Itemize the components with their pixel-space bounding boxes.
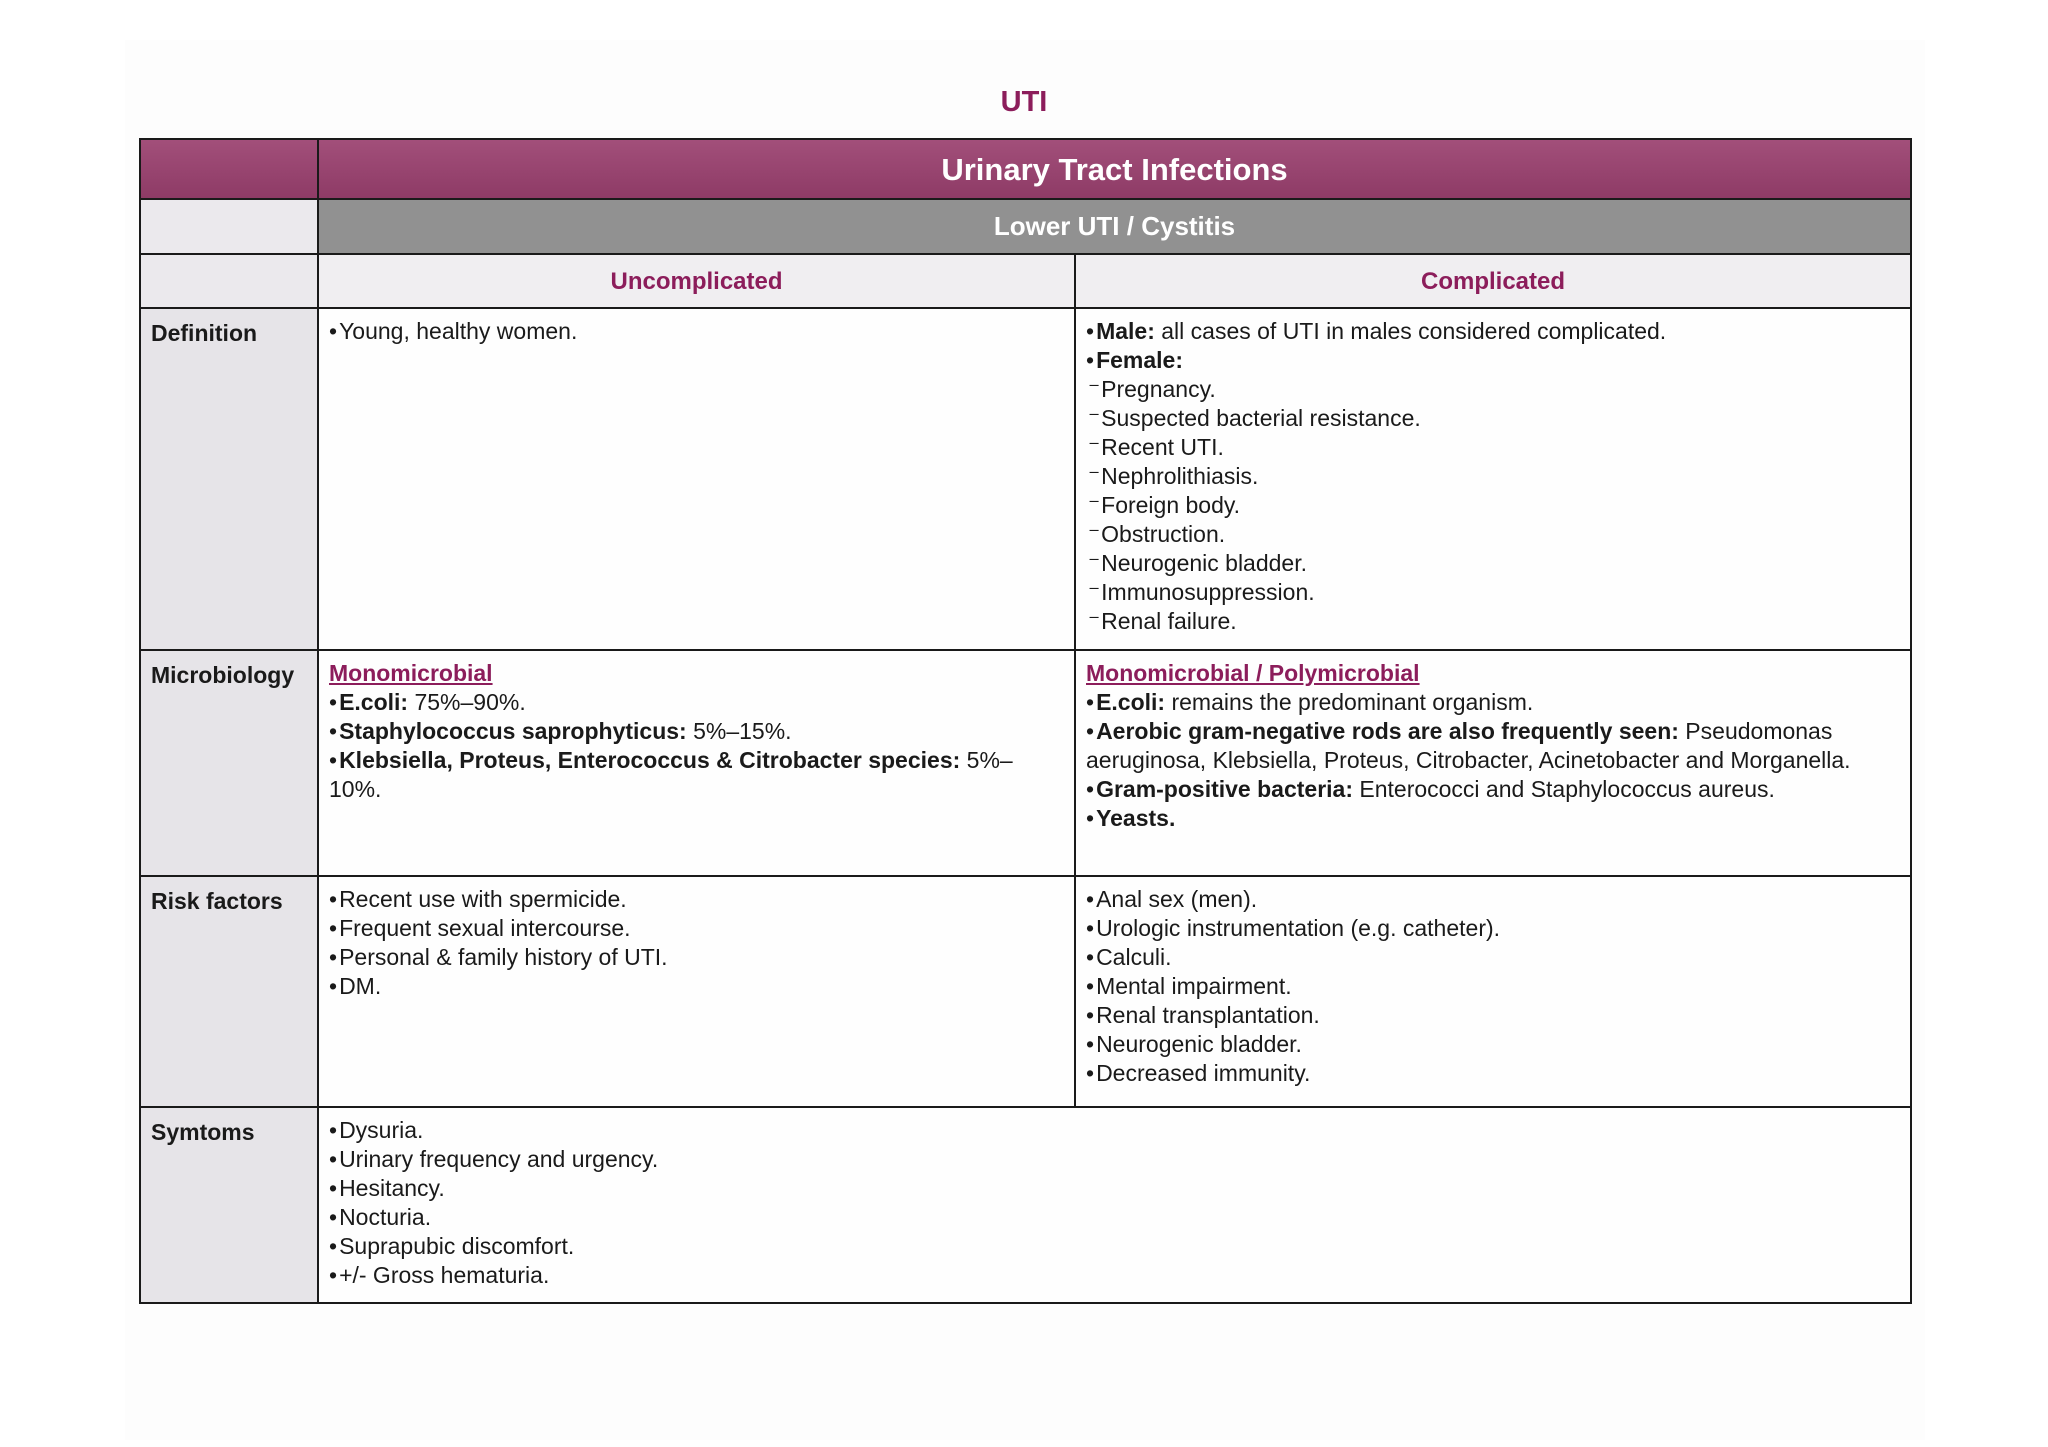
risk-factors-uncomplicated-cell — [318, 876, 1075, 1107]
risk-factors-row — [140, 876, 1911, 1107]
list-item: •Nocturia. — [329, 1204, 432, 1230]
list-item: •Personal & family history of UTI. — [329, 944, 668, 970]
list-item: •Suprapubic discomfort. — [329, 1233, 575, 1259]
list-item: •Young, healthy women. — [329, 318, 578, 344]
column-header-corner — [140, 254, 318, 308]
list-item: •Dysuria. — [329, 1117, 424, 1143]
main-header-row — [140, 139, 1911, 199]
list-item: •Klebsiella, Proteus, Enterococcus & Citrobacter species: 5%–10%. — [329, 747, 1013, 802]
list-item: •E.coli: 75%–90%. — [329, 689, 526, 715]
row-label-symptoms: Symtoms — [140, 1107, 318, 1303]
list-item: •Hesitancy. — [329, 1175, 445, 1201]
sub-list-item: ⁻Renal failure. — [1088, 608, 1237, 634]
sub-list-item: ⁻Suspected bacterial resistance. — [1088, 405, 1421, 431]
uti-table — [139, 138, 1912, 1304]
definition-complicated-cell — [1075, 308, 1911, 650]
sub-list-item: ⁻Neurogenic bladder. — [1088, 550, 1308, 576]
column-header-complicated: Complicated — [1075, 254, 1911, 308]
sub-header-corner — [140, 199, 318, 254]
sub-header: Lower UTI / Cystitis — [318, 199, 1911, 254]
microbiology-row — [140, 650, 1911, 876]
sub-list-item: ⁻Nephrolithiasis. — [1088, 463, 1259, 489]
symptoms-cell — [318, 1107, 1911, 1303]
row-label-microbiology: Microbiology — [140, 650, 318, 876]
document-title: UTI — [1000, 86, 1048, 118]
list-item: •Mental impairment. — [1086, 973, 1292, 999]
risk-factors-complicated-cell — [1075, 876, 1911, 1107]
definition-uncomplicated-cell — [318, 308, 1075, 650]
list-item: •E.coli: remains the predominant organism. — [1086, 689, 1534, 715]
list-item: •Neurogenic bladder. — [1086, 1031, 1302, 1057]
list-item: •Urinary frequency and urgency. — [329, 1146, 659, 1172]
symptoms-row — [140, 1107, 1911, 1303]
microbiology-complicated-cell — [1075, 650, 1911, 876]
list-item: •Urologic instrumentation (e.g. catheter). — [1086, 915, 1501, 941]
definition-row — [140, 308, 1911, 650]
list-item: •Aerobic gram-negative rods are also frequently seen: Pseudomonas aeruginosa, Klebsiella, Proteus, Citrobacter, Acinetobacter and Morganella. — [1086, 718, 1851, 773]
sub-list-item: ⁻Obstruction. — [1088, 521, 1226, 547]
list-item: •Frequent sexual intercourse. — [329, 915, 631, 941]
column-header-row — [140, 254, 1911, 308]
sub-list-item: ⁻Pregnancy. — [1088, 376, 1216, 402]
microbiology-uncomplicated-cell — [318, 650, 1075, 876]
microbiology-complicated-heading: Monomicrobial / Polymicrobial — [1086, 660, 1420, 686]
list-item: •Anal sex (men). — [1086, 886, 1258, 912]
list-item: •Staphylococcus saprophyticus: 5%–15%. — [329, 718, 792, 744]
list-item: •Recent use with spermicide. — [329, 886, 627, 912]
microbiology-uncomplicated-heading: Monomicrobial — [329, 660, 493, 686]
list-item: •Yeasts. — [1086, 805, 1176, 831]
sub-header-row — [140, 199, 1911, 254]
row-label-risk-factors: Risk factors — [140, 876, 318, 1107]
list-item: •Renal transplantation. — [1086, 1002, 1320, 1028]
sub-list-item: ⁻Immunosuppression. — [1088, 579, 1315, 605]
sub-list-item: ⁻Foreign body. — [1088, 492, 1241, 518]
row-label-definition: Definition — [140, 308, 318, 650]
list-item: •+/- Gross hematuria. — [329, 1262, 550, 1288]
list-item: •Gram-positive bacteria: Enterococci and Staphylococcus aureus. — [1086, 776, 1775, 802]
main-header: Urinary Tract Infections — [318, 139, 1911, 199]
list-item: •Male: all cases of UTI in males considered complicated. — [1086, 318, 1667, 344]
column-header-uncomplicated: Uncomplicated — [318, 254, 1075, 308]
list-item: •Decreased immunity. — [1086, 1060, 1311, 1086]
header-corner — [140, 139, 318, 199]
list-item: •Calculi. — [1086, 944, 1172, 970]
list-item: •DM. — [329, 973, 382, 999]
sub-list-item: ⁻Recent UTI. — [1088, 434, 1224, 460]
list-item: •Female: — [1086, 347, 1183, 373]
